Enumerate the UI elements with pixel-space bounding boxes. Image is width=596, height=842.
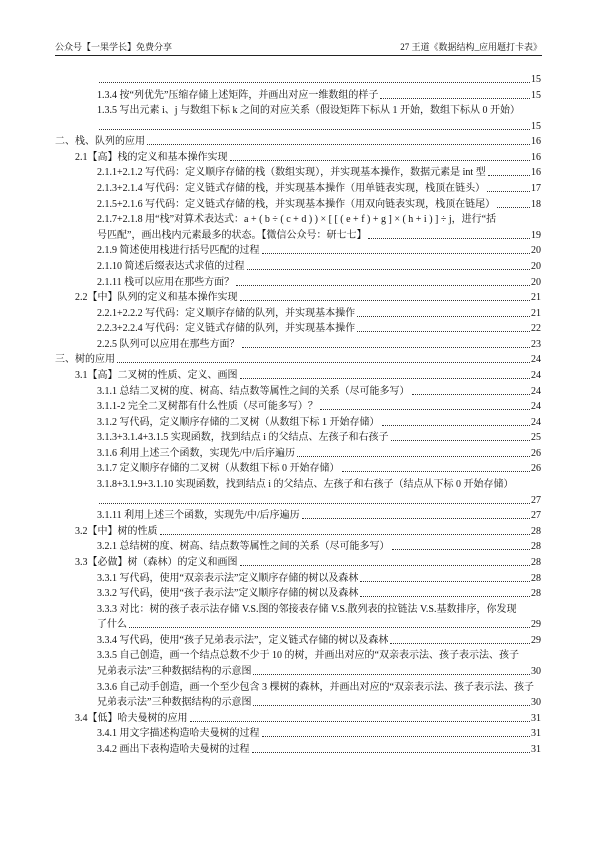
toc-line bbox=[0, 586, 596, 602]
toc-dot-leader bbox=[342, 461, 531, 472]
toc-page-number: 15 bbox=[531, 74, 541, 85]
toc-item[interactable] bbox=[0, 72, 596, 88]
toc-page-number: 23 bbox=[531, 338, 541, 350]
toc-section[interactable] bbox=[0, 290, 596, 306]
toc-item[interactable] bbox=[0, 477, 596, 508]
toc-dot-leader bbox=[487, 181, 530, 192]
toc-entry-title: 3.3.5 自己创造，画一个结点总数不少于 10 的树，并画出对应的“双亲表示法、孩子表示法、孩子 bbox=[97, 650, 519, 662]
toc-dot-leader bbox=[117, 352, 530, 363]
toc-entry-title: 3.4【低】哈夫曼树的应用 bbox=[75, 712, 188, 724]
toc-page-number: 20 bbox=[531, 276, 541, 288]
toc-item[interactable] bbox=[0, 165, 596, 181]
toc-line bbox=[0, 384, 596, 400]
toc-item[interactable] bbox=[0, 415, 596, 431]
toc-line bbox=[0, 306, 596, 322]
toc-item[interactable] bbox=[0, 243, 596, 259]
toc-line bbox=[0, 150, 596, 166]
toc-page-number: 28 bbox=[531, 556, 541, 568]
toc-line bbox=[0, 368, 596, 384]
toc-line bbox=[0, 430, 596, 446]
toc-item[interactable] bbox=[0, 586, 596, 602]
toc-page-number: 31 bbox=[531, 712, 541, 724]
toc-entry-title: 3.2.1 总结树的度、树高、结点数等属性之间的关系（尽可能多写） bbox=[97, 541, 390, 553]
toc-entry-title: 3.3【必做】树（森林）的定义和画图 bbox=[75, 556, 238, 568]
toc-entry-title: 2.1【高】栈的定义和基本操作实现 bbox=[75, 151, 228, 163]
toc-section[interactable] bbox=[0, 555, 596, 571]
toc-dot-leader bbox=[488, 165, 530, 176]
toc-page-number: 18 bbox=[531, 198, 541, 210]
toc-item[interactable] bbox=[0, 430, 596, 446]
toc-line bbox=[0, 212, 596, 228]
toc-entry-title: 3.1.8+3.1.9+3.1.10 实现函数，找到结点 i 的父结点、左孩子和右孩子（结点从下标 0 开始存储） bbox=[97, 479, 514, 491]
toc-entry-title: 号匹配”，画出栈内元素最多的状态。【微信公众号：研七七】 bbox=[97, 229, 367, 241]
toc-chapter[interactable] bbox=[0, 134, 596, 150]
toc-dot-leader bbox=[99, 72, 530, 83]
toc-line bbox=[0, 134, 596, 150]
toc-dot-leader bbox=[253, 664, 530, 675]
toc-dot-leader bbox=[368, 228, 530, 239]
toc-entry-title: 2.1.10 简述后缀表达式求值的过程 bbox=[97, 260, 245, 272]
toc-item[interactable] bbox=[0, 88, 596, 104]
toc-item[interactable] bbox=[0, 337, 596, 353]
toc-dot-leader bbox=[230, 150, 531, 161]
toc-dot-leader bbox=[497, 197, 530, 208]
toc-line bbox=[0, 446, 596, 462]
toc-entry-title: 3.4.2 画出下表构造哈夫曼树的过程 bbox=[97, 743, 250, 755]
toc-item[interactable] bbox=[0, 399, 596, 415]
toc-line bbox=[0, 243, 596, 259]
toc-dot-leader bbox=[392, 539, 531, 550]
toc-dot-leader bbox=[252, 742, 531, 753]
toc-page-number: 24 bbox=[531, 401, 541, 413]
toc-section[interactable] bbox=[0, 524, 596, 540]
toc-line bbox=[0, 103, 596, 119]
toc-entry-title: 3.1.1 总结二叉树的度、树高、结点数等属性之间的关系（尽可能多写） bbox=[97, 385, 410, 397]
toc-entry-title: 3.1.2 写代码，定义顺序存储的二叉树（从数组下标 1 开始存储） bbox=[97, 416, 380, 428]
toc-page-number: 20 bbox=[531, 260, 541, 272]
toc-entry-title: 兄弟表示法”三种数据结构的示意图 bbox=[97, 697, 252, 709]
toc-dot-leader bbox=[380, 88, 530, 99]
toc-line bbox=[0, 633, 596, 649]
toc-item[interactable] bbox=[0, 212, 596, 243]
toc-line bbox=[0, 72, 596, 88]
toc-dot-leader bbox=[357, 306, 530, 317]
toc-dot-leader bbox=[236, 275, 530, 286]
toc-section[interactable] bbox=[0, 711, 596, 727]
toc-page-number: 22 bbox=[531, 323, 541, 335]
toc-section[interactable] bbox=[0, 368, 596, 384]
toc-item[interactable] bbox=[0, 571, 596, 587]
toc-dot-leader bbox=[99, 493, 530, 504]
toc-page-number: 27 bbox=[531, 494, 541, 506]
toc-dot-leader bbox=[302, 508, 530, 519]
toc-line bbox=[0, 539, 596, 555]
toc-page-number: 28 bbox=[531, 572, 541, 584]
toc-entry-title: 了什么 bbox=[97, 619, 127, 631]
toc-item[interactable] bbox=[0, 259, 596, 275]
toc-list bbox=[0, 72, 596, 757]
toc-line bbox=[0, 228, 596, 244]
toc-item[interactable] bbox=[0, 197, 596, 213]
toc-dot-leader bbox=[240, 555, 531, 566]
toc-dot-leader bbox=[253, 695, 530, 706]
toc-line bbox=[0, 524, 596, 540]
toc-page-number: 24 bbox=[531, 385, 541, 397]
toc-entry-title: 2.1.3+2.1.4 写代码：定义链式存储的栈，并实现基本操作（用单链表实现，栈顶在链头） bbox=[97, 183, 486, 195]
toc-dot-leader bbox=[297, 446, 530, 457]
toc-dot-leader bbox=[360, 571, 530, 582]
toc-page-number: 26 bbox=[531, 463, 541, 475]
toc-item[interactable] bbox=[0, 539, 596, 555]
toc-page-number: 28 bbox=[531, 541, 541, 553]
toc-entry-title: 3.1【高】二叉树的性质、定义、画图 bbox=[75, 369, 238, 381]
toc-item[interactable] bbox=[0, 602, 596, 633]
toc-entry-title: 1.3.4 按“列优先”压缩存储上述矩阵，并画出对应一维数组的样子 bbox=[97, 89, 379, 101]
toc-page-number: 31 bbox=[531, 743, 541, 755]
toc-dot-leader bbox=[262, 243, 531, 254]
toc-entry-title: 3.3.2 写代码，使用“孩子表示法”定义顺序存储的树以及森林 bbox=[97, 588, 359, 600]
toc-entry-title: 2.2.5 队列可以应用在那些方面？ bbox=[97, 338, 240, 350]
toc-item[interactable] bbox=[0, 446, 596, 462]
toc-line bbox=[0, 664, 596, 680]
toc-entry-title: 二、栈、队列的应用 bbox=[55, 136, 145, 148]
toc-entry-title: 3.3.4 写代码，使用“孩子兄弟表示法”，定义链式存储的树以及森林 bbox=[97, 634, 389, 646]
toc-section[interactable] bbox=[0, 150, 596, 166]
toc-page-number: 24 bbox=[531, 354, 541, 366]
toc-line bbox=[0, 602, 596, 618]
toc-line bbox=[0, 352, 596, 368]
toc-dot-leader bbox=[240, 368, 531, 379]
toc-dot-leader bbox=[357, 321, 530, 332]
toc-item[interactable] bbox=[0, 648, 596, 679]
toc-line bbox=[0, 181, 596, 197]
toc-line bbox=[0, 165, 596, 181]
toc-line bbox=[0, 275, 596, 291]
toc-dot-leader bbox=[262, 726, 531, 737]
toc-dot-leader bbox=[247, 259, 531, 270]
toc-line bbox=[0, 119, 596, 135]
toc-entry-title: 2.1.9 简述使用栈进行括号匹配的过程 bbox=[97, 245, 260, 257]
toc-entry-title: 2.1.1+2.1.2 写代码：定义顺序存储的栈（数组实现），并实现基本操作，数据元素是 int 型 bbox=[97, 167, 486, 179]
toc-line bbox=[0, 742, 596, 758]
toc-entry-title: 2.1.5+2.1.6 写代码：定义链式存储的栈，并实现基本操作（用双向链表实现，栈顶在链尾） bbox=[97, 198, 496, 210]
toc-line bbox=[0, 415, 596, 431]
toc-entry-title: 2.2【中】队列的定义和基本操作实现 bbox=[75, 292, 238, 304]
toc-item[interactable] bbox=[0, 508, 596, 524]
toc-item[interactable] bbox=[0, 275, 596, 291]
toc-entry-title: 3.1.1-2 完全二叉树都有什么性质（尽可能多写）？ bbox=[97, 401, 318, 413]
toc-item[interactable] bbox=[0, 633, 596, 649]
toc-dot-leader bbox=[390, 633, 530, 644]
toc-dot-leader bbox=[382, 415, 531, 426]
toc-item[interactable] bbox=[0, 306, 596, 322]
toc-dot-leader bbox=[190, 711, 531, 722]
toc-dot-leader bbox=[360, 586, 530, 597]
toc-entry-title: 1.3.5 写出元素 i、j 与数组下标 k 之间的对应关系（假设矩阵下标从 1 开始，数组下标从 0 开始） bbox=[97, 105, 521, 117]
toc-line bbox=[0, 259, 596, 275]
page-header bbox=[55, 39, 542, 56]
toc-entry-title: 3.3.1 写代码，使用“双亲表示法”定义顺序存储的树以及森林 bbox=[97, 572, 359, 584]
toc-page-number: 21 bbox=[531, 307, 541, 319]
toc-line bbox=[0, 508, 596, 524]
toc-page-number: 19 bbox=[531, 229, 541, 241]
toc-page-number: 25 bbox=[531, 432, 541, 444]
toc-line bbox=[0, 726, 596, 742]
toc-page-number: 29 bbox=[531, 619, 541, 631]
toc-line bbox=[0, 477, 596, 493]
toc-page-number: 16 bbox=[531, 136, 541, 148]
toc-chapter[interactable] bbox=[0, 352, 596, 368]
toc-page-number: 21 bbox=[531, 292, 541, 304]
toc-line bbox=[0, 88, 596, 104]
toc-line bbox=[0, 493, 596, 509]
toc-entry-title: 3.2【中】树的性质 bbox=[75, 525, 158, 537]
toc-item[interactable] bbox=[0, 103, 596, 134]
toc-line bbox=[0, 461, 596, 477]
toc-dot-leader bbox=[320, 399, 530, 410]
toc-page-number: 16 bbox=[531, 167, 541, 179]
toc-page-number: 30 bbox=[531, 665, 541, 677]
toc-page-number: 28 bbox=[531, 588, 541, 600]
toc-entry-title: 3.1.6 利用上述三个函数，实现先/中/后序遍历 bbox=[97, 447, 296, 459]
toc-item[interactable] bbox=[0, 321, 596, 337]
toc-page-number: 16 bbox=[531, 151, 541, 163]
toc-line bbox=[0, 337, 596, 353]
toc-dot-leader bbox=[240, 290, 531, 301]
toc-entry-title: 3.4.1 用文字描述构造哈夫曼树的过程 bbox=[97, 728, 260, 740]
toc-dot-leader bbox=[129, 617, 530, 628]
toc-item[interactable] bbox=[0, 461, 596, 477]
toc-entry-title: 2.1.7+2.1.8 用“栈”对算术表达式：a + ( b ÷ ( c + d ) ) × [ [ ( e + f ) + g ] × ( h + i ) ] ÷ j，进行“括 bbox=[97, 214, 497, 226]
toc-page-number: 30 bbox=[531, 697, 541, 709]
toc-page-number: 31 bbox=[531, 728, 541, 740]
toc-item[interactable] bbox=[0, 680, 596, 711]
toc-line bbox=[0, 711, 596, 727]
toc-page-number: 29 bbox=[531, 634, 541, 646]
toc-dot-leader bbox=[99, 119, 530, 130]
toc-entry-title: 兄弟表示法”三种数据结构的示意图 bbox=[97, 665, 252, 677]
toc-line bbox=[0, 648, 596, 664]
toc-dot-leader bbox=[412, 384, 531, 395]
toc-line bbox=[0, 197, 596, 213]
toc-dot-leader bbox=[391, 430, 530, 441]
toc-item[interactable] bbox=[0, 742, 596, 758]
toc-entry-title: 3.1.3+3.1.4+3.1.5 实现函数，找到结点 i 的父结点、左孩子和右孩子 bbox=[97, 432, 389, 444]
toc-line bbox=[0, 321, 596, 337]
toc-entry-title: 3.1.7 定义顺序存储的二叉树（从数组下标 0 开始存储） bbox=[97, 463, 340, 475]
toc-page-number: 27 bbox=[531, 510, 541, 522]
toc-line bbox=[0, 555, 596, 571]
toc-entry-title: 2.2.3+2.2.4 写代码：定义链式存储的队列，并实现基本操作 bbox=[97, 323, 356, 335]
toc-entry-title: 三、树的应用 bbox=[55, 354, 115, 366]
toc-line bbox=[0, 617, 596, 633]
toc-page-number: 24 bbox=[531, 369, 541, 381]
toc-line bbox=[0, 571, 596, 587]
toc-page-number: 24 bbox=[531, 416, 541, 428]
toc-entry-title: 3.1.11 利用上述三个函数，实现先/中/后序遍历 bbox=[97, 510, 300, 522]
toc-line bbox=[0, 695, 596, 711]
toc-dot-leader bbox=[160, 524, 531, 535]
toc-entry-title: 3.3.3 对比：树的孩子表示法存储 V.S.图的邻接表存储 V.S.散列表的拉链法 V.S.基数排序，你发现 bbox=[97, 603, 517, 615]
toc-entry-title: 2.1.11 栈可以应用在那些方面？ bbox=[97, 276, 235, 288]
toc-item[interactable] bbox=[0, 181, 596, 197]
toc-dot-leader bbox=[147, 134, 530, 145]
toc-line bbox=[0, 680, 596, 696]
toc-page-number: 26 bbox=[531, 447, 541, 459]
toc-dot-leader bbox=[242, 337, 531, 348]
toc-page-number: 15 bbox=[531, 120, 541, 132]
toc-line bbox=[0, 290, 596, 306]
header-source-note: 公众号【一果学长】免费分享 bbox=[55, 42, 173, 52]
toc-page-number: 17 bbox=[531, 183, 541, 195]
toc-page-number: 15 bbox=[531, 89, 541, 101]
toc-page-number: 20 bbox=[531, 245, 541, 257]
toc-entry-title: 2.2.1+2.2.2 写代码：定义顺序存储的队列，并实现基本操作 bbox=[97, 307, 356, 319]
toc-page-number: 28 bbox=[531, 525, 541, 537]
toc-item[interactable] bbox=[0, 384, 596, 400]
toc-item[interactable] bbox=[0, 726, 596, 742]
toc-line bbox=[0, 399, 596, 415]
header-document-title: 27 王道《数据结构_应用题打卡表》 bbox=[400, 42, 542, 52]
toc-entry-title: 3.3.6 自己动手创造，画一个至少包含 3 棵树的森林，并画出对应的“双亲表示法、孩子表示法、孩子 bbox=[97, 681, 534, 693]
